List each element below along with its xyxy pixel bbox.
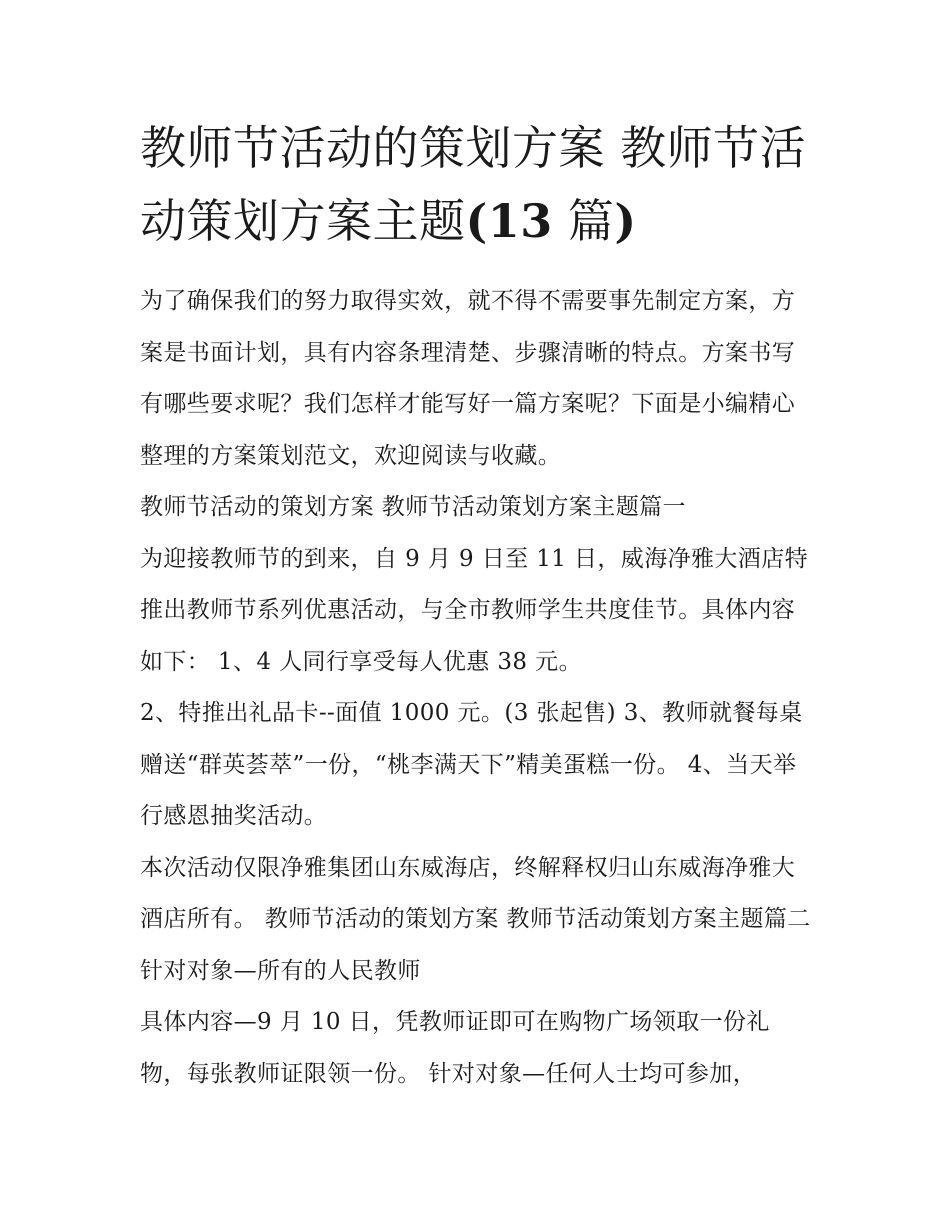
section-heading-1: 教师节活动的策划方案 教师节活动策划方案主题篇一: [140, 494, 686, 520]
document-page: [140, 112, 816, 1100]
body-paragraph: 2、特推出礼品卡--面值 1000 元。(3 张起售) 3、教师就餐每桌赠送“群英荟萃”一份，“桃李满天下”精美蛋糕一份。 4、当天举行感恩抽奖活动。: [140, 700, 803, 829]
body-paragraph: 本次活动仅限净雅集团山东威海店，终解释权归山东威海净雅大酒店所有。 教师节活动的策划方案 教师节活动策划方案主题篇二 针对对象—所有的人民教师: [140, 854, 811, 984]
document-title: 教师节活动的策划方案 教师节活动策划方案主题(13 篇): [140, 121, 807, 248]
body-paragraph: 具体内容—9 月 10 日，凭教师证即可在购物广场领取一份礼物，每张教师证限领一份。 针对对象—任何人士均可参加，: [140, 1009, 770, 1087]
title-paren: ): [614, 194, 637, 248]
body-paragraph: 为迎接教师节的到来，自 9 月 9 日至 11 日，威海净雅大酒店特推出教师节系列优惠活动，与全市教师学生共度佳节。具体内容如下： 1、4 人同行享受每人优惠 38 元。: [140, 545, 808, 675]
title-count: (13: [465, 194, 553, 248]
intro-paragraph: 为了确保我们的努力取得实效，就不得不需要事先制定方案，方案是书面计划，具有内容条理清楚、步骤清晰的特点。方案书写有哪些要求呢？我们怎样才能写好一篇方案呢？下面是小编精心整理的方案策划范文，欢迎阅读与收藏。: [140, 288, 796, 469]
